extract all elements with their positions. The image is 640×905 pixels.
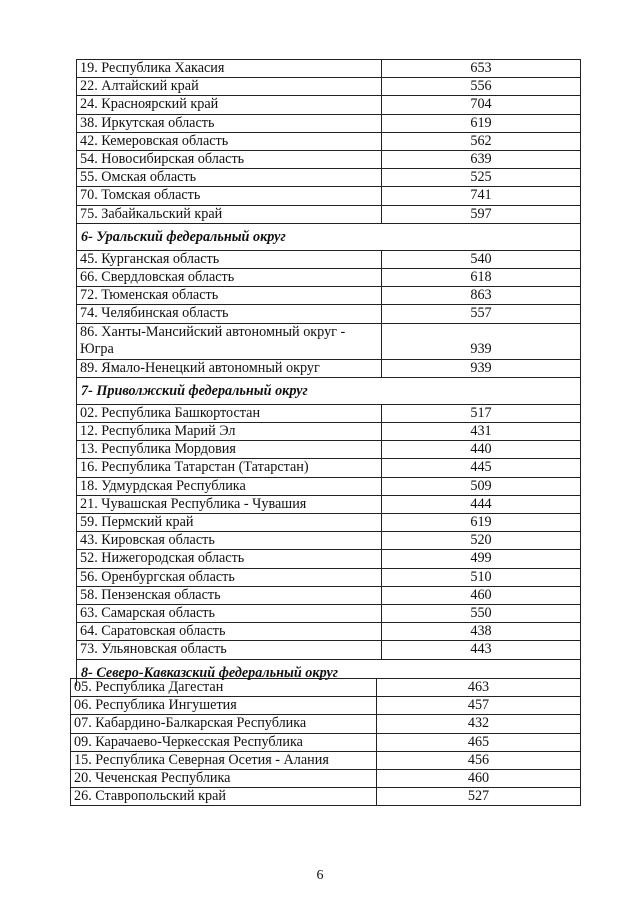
table-row <box>76 568 581 586</box>
region-value: 440 <box>470 441 492 458</box>
region-value: 639 <box>470 151 492 168</box>
region-value: 444 <box>470 495 492 512</box>
table-row <box>76 323 581 359</box>
region-value: 550 <box>470 605 492 622</box>
table-row <box>70 751 581 769</box>
region-name: 43. Кировская область <box>77 532 382 549</box>
region-name: 59. Пермский край <box>77 514 382 531</box>
region-name: 16. Республика Татарстан (Татарстан) <box>77 459 382 476</box>
region-value: 509 <box>470 477 492 494</box>
table-row <box>70 769 581 787</box>
table-row <box>76 549 581 567</box>
table-row <box>70 733 581 751</box>
region-value: 556 <box>470 78 492 95</box>
region-name: 20. Чеченская Республика <box>71 770 377 787</box>
district-heading: 8- Северо-Кавказский федеральный округ <box>76 659 581 686</box>
region-value: 445 <box>470 459 492 476</box>
table-row <box>76 458 581 476</box>
table-row <box>76 640 581 658</box>
region-value: 619 <box>470 514 492 531</box>
region-name: 21. Чувашская Республика - Чувашия <box>77 496 382 513</box>
region-name: 06. Республика Ингушетия <box>71 697 377 714</box>
regions-table <box>76 59 581 686</box>
table-row <box>70 714 581 732</box>
page-number: 6 <box>316 868 324 883</box>
table-row <box>76 477 581 495</box>
table-row <box>76 132 581 150</box>
region-value: 619 <box>470 114 492 131</box>
region-name: 74. Челябинская область <box>77 305 382 322</box>
table-row <box>76 531 581 549</box>
region-name: 66. Свердловская область <box>77 269 382 286</box>
region-name: 70. Томская область <box>77 187 382 204</box>
region-name: 89. Ямало-Ненецкий автономный округ <box>77 360 382 377</box>
region-value: 653 <box>470 60 492 76</box>
region-name: 07. Кабардино-Балкарская Республика <box>71 715 377 732</box>
region-name: 18. Удмурдская Республика <box>77 478 382 495</box>
region-value: 465 <box>467 733 490 750</box>
table-row <box>76 268 581 286</box>
region-name: 52. Нижегородская область <box>77 550 382 567</box>
table-row <box>76 604 581 622</box>
region-value: 527 <box>467 788 490 805</box>
region-value: 499 <box>470 550 492 567</box>
region-value: 460 <box>470 586 492 603</box>
table-row <box>76 59 581 77</box>
table-row <box>76 150 581 168</box>
region-value: 432 <box>467 715 490 732</box>
region-name: 15. Республика Северная Осетия - Алания <box>71 752 377 769</box>
table-row <box>76 286 581 304</box>
region-name: 72. Тюменская область <box>77 287 382 304</box>
region-value: 618 <box>470 269 492 286</box>
region-name: 63. Самарская область <box>77 605 382 622</box>
region-name: 19. Республика Хакасия <box>77 60 382 77</box>
table-row <box>76 495 581 513</box>
region-name: 26. Ставропольский край <box>71 788 377 805</box>
region-value: 741 <box>470 187 492 204</box>
region-value: 460 <box>467 770 490 787</box>
table-row <box>70 678 581 696</box>
region-name: 09. Карачаево-Черкесская Республика <box>71 734 377 751</box>
region-value: 431 <box>470 423 492 440</box>
table-row <box>76 114 581 132</box>
region-value: 540 <box>470 250 492 267</box>
region-value: 939 <box>470 359 492 376</box>
region-value: 704 <box>470 96 492 113</box>
table-row <box>76 95 581 113</box>
region-value: 443 <box>470 641 492 658</box>
region-value: 463 <box>467 679 490 695</box>
region-name: 54. Новосибирская область <box>77 151 382 168</box>
region-name: 64. Саратовская область <box>77 623 382 640</box>
table-row <box>76 622 581 640</box>
table-row <box>76 440 581 458</box>
table-row <box>70 787 581 806</box>
region-value: 597 <box>470 205 492 222</box>
region-name: 86. Ханты-Мансийский автономный округ - Югра <box>77 324 382 359</box>
region-name: 02. Республика Башкортостан <box>77 405 382 422</box>
region-name: 56. Оренбургская область <box>77 569 382 586</box>
region-value: 517 <box>470 404 492 421</box>
table-row <box>76 168 581 186</box>
region-value: 863 <box>470 287 492 304</box>
region-name: 75. Забайкальский край <box>77 206 382 223</box>
region-name: 58. Пензенская область <box>77 587 382 604</box>
region-name: 12. Республика Марий Эл <box>77 423 382 440</box>
table-row <box>76 586 581 604</box>
region-name: 73. Ульяновская область <box>77 641 382 658</box>
region-value: 438 <box>470 623 492 640</box>
region-value: 562 <box>470 132 492 149</box>
region-value: 510 <box>470 568 492 585</box>
region-name: 24. Красноярский край <box>77 96 382 113</box>
region-name: 55. Омская область <box>77 169 382 186</box>
table-row <box>76 359 581 377</box>
region-value: 520 <box>470 532 492 549</box>
region-name: 45. Курганская область <box>77 251 382 268</box>
table-row <box>76 304 581 322</box>
district-heading: 6- Уральский федеральный округ <box>76 223 581 250</box>
region-name: 22. Алтайский край <box>77 78 382 95</box>
table-row <box>76 422 581 440</box>
table-row <box>76 186 581 204</box>
table-row <box>76 205 581 223</box>
table-row <box>70 696 581 714</box>
region-value: 939 <box>470 341 492 358</box>
region-value: 525 <box>470 169 492 186</box>
table-row <box>76 250 581 268</box>
table-row <box>76 513 581 531</box>
region-value: 457 <box>467 697 490 714</box>
region-name: 13. Республика Мордовия <box>77 441 382 458</box>
region-value: 456 <box>467 751 490 768</box>
table-row <box>76 77 581 95</box>
region-name: 05. Республика Дагестан <box>71 679 377 696</box>
regions-table-north-caucasus <box>70 678 581 806</box>
district-heading: 7- Приволжский федеральный округ <box>76 377 581 404</box>
region-name: 42. Кемеровская область <box>77 133 382 150</box>
table-row <box>76 404 581 422</box>
region-name: 38. Иркутская область <box>77 115 382 132</box>
region-value: 557 <box>470 305 492 322</box>
